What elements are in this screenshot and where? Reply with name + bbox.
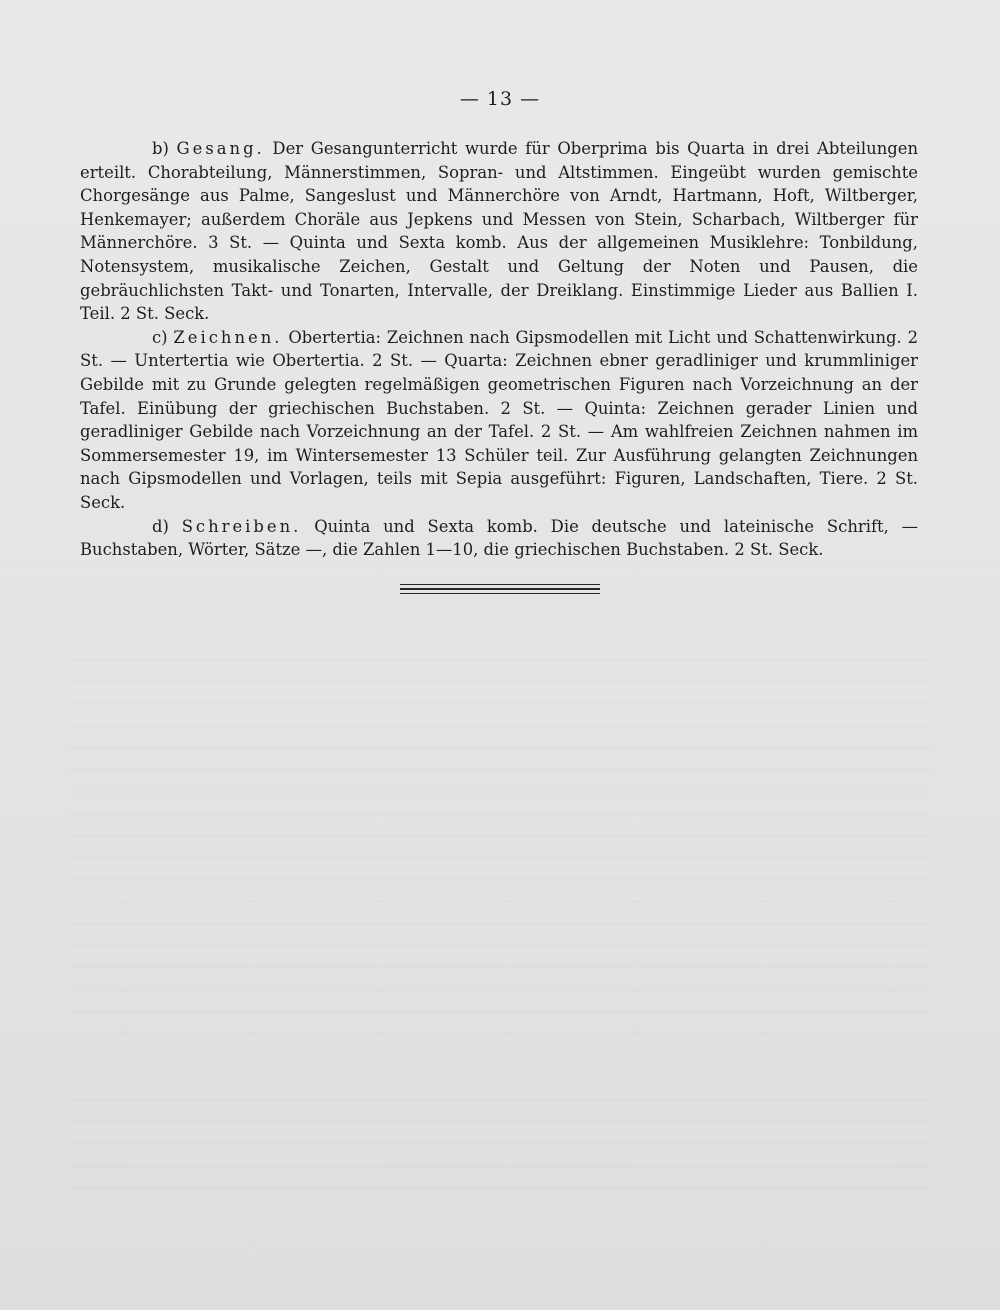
section-body: Obertertia: Zeichnen nach Gipsmodellen mit Licht und Schattenwirkung. 2 St. — Untertertia wie Obertertia. 2 St. — Quarta: Zeichnen ebner geradliniger und krummliniger Gebilde mit zu Grunde gelegten regelmäßigen geometrischen Figuren nach Vorzeichnung an der Tafel. Einübung der griechischen Buchstaben. 2 St. — Quinta: Zeichnen gerader Linien und geradliniger Gebilde nach Vorzeichnung an der Tafel. 2 St. — Am wahlfreien Zeichnen nahmen im Sommersemester 19, im Wintersemester 13 Schüler teil. Zur Ausführung gelangten Zeichnungen nach Gipsmodellen und Vorlagen, teils mit Sepia ausgeführt: Figuren, Landschaften, Tiere. 2 St. Seck. <box>80 327 918 512</box>
divider-rule <box>400 593 600 594</box>
section-label: d) <box>152 516 169 536</box>
section-heading: Gesang. <box>176 139 265 158</box>
section-heading: Zeichnen. <box>173 327 283 347</box>
text-block <box>80 137 918 562</box>
section-label: c) <box>152 327 168 347</box>
divider-rule <box>400 588 600 590</box>
divider-rule <box>400 584 600 585</box>
section-divider <box>400 584 600 594</box>
section-label: b) <box>152 139 169 158</box>
section-zeichnen <box>80 326 918 515</box>
section-gesang <box>80 137 918 326</box>
section-body: Der Gesangunterricht wurde für Oberprima bis Quarta in drei Abteilungen erteilt. Chorabteilung, Männerstimmen, Sopran- und Altstimmen. Eingeübt wurden gemischte Chorgesänge aus Palme, Sangeslust und Männerchöre von Arndt, Hartmann, Hoft, Wiltberger, Henkemayer; außerdem Choräle aus Jepkens und Messen von Stein, Scharbach, Wiltberger für Männerchöre. 3 St. — Quinta und Sexta komb. Aus der allgemeinen Musiklehre: Tonbildung, Notensystem, musikalische Zeichen, Gestalt und Geltung der Noten und Pausen, die gebräuchlichsten Takt- und Tonarten, Intervalle, der Dreiklang. Einstimmige Lieder aus Ballien I. Teil. 2 St. Seck. <box>80 139 918 324</box>
page-number: — 13 — <box>459 88 541 110</box>
section-heading: Schreiben. <box>181 516 302 536</box>
show-through-texture <box>70 640 930 1200</box>
section-schreiben <box>80 515 918 562</box>
section-body: Quinta und Sexta komb. Die deutsche und lateinische Schrift, — Buchstaben, Wörter, Sätze —, die Zahlen 1—10, die griechischen Buchstaben. 2 St. Seck. <box>80 516 918 560</box>
